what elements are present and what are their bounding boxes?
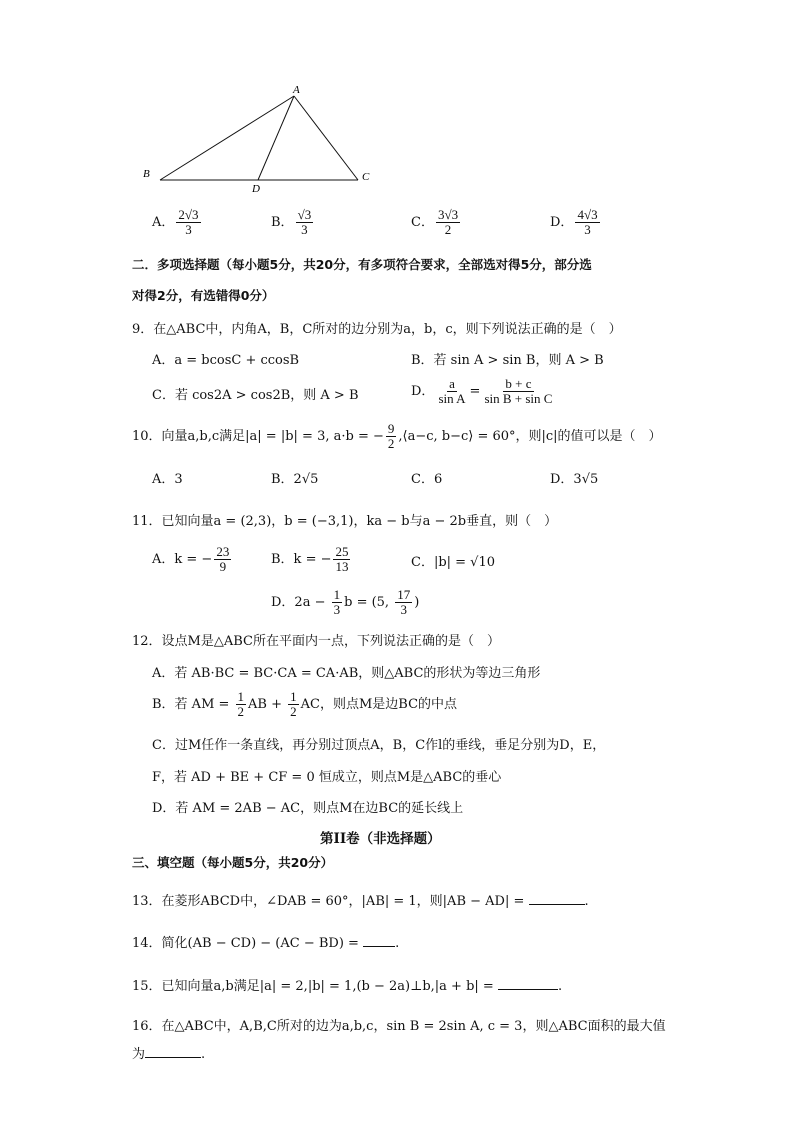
volume2-heading: 第II卷（非选择题） [320, 831, 441, 847]
q16-line1: 16．在△ABC中，A,B,C所对的边为a,b,c，sin B = 2sin A, c = 3，则△ABC面积的最大值 [132, 1019, 666, 1034]
label-a: A [293, 84, 300, 96]
q10-option-d: D．3√5 [550, 472, 599, 487]
q9-option-c: C．若 cos2A > cos2B，则 A > B [152, 388, 359, 403]
q12-option-c-line1: C．过M任作一条直线，再分别过顶点A，B，C作l的垂线，垂足分别为D，E， [152, 738, 606, 753]
q9-stem: 9．在△ABC中，内角A，B，C所对的边分别为a，b，c，则下列说法正确的是（ ） [132, 322, 622, 337]
answer-blank[interactable] [498, 989, 558, 990]
triangle-figure [140, 82, 380, 192]
label-b: B [143, 168, 150, 180]
q12-option-a: A．若 AB·BC = BC·CA = CA·AB，则△ABC的形状为等边三角形 [152, 666, 541, 681]
q8-option-d: D． $\frac{4√3}{3}$ [550, 207, 598, 237]
q12-option-d: D．若 AM = 2AB − AC，则点M在边BC的延长线上 [152, 801, 464, 816]
q8-option-a: A． $\frac{2√3}{3}$ [152, 207, 199, 237]
label-d: D [252, 183, 260, 192]
q10-option-a: A．3 [152, 472, 183, 487]
section2-heading-line1: 二．多项选择题（每小题5分，共20分，有多项符合要求，全部选对得5分，部分选 [132, 257, 592, 272]
section2-heading-line2: 对得2分，有选错得0分） [132, 288, 275, 303]
q9-option-a: A．a = bcosC + ccosB [152, 353, 300, 368]
answer-blank[interactable] [529, 904, 585, 905]
q9-option-d: D． $\frac{a}{\text{sin A}}$ = $\frac{b + c}{\text{sin B + sin C}}$ [411, 376, 553, 406]
q12-option-b: B．若 AM = $\frac{1}{2}$ AB + $\frac{1}{2}$ AC，则点M是边BC的中点 [152, 689, 458, 719]
q8-option-b: B． $\frac{√3}{3}$ [271, 207, 312, 237]
q13: 13．在菱形ABCD中，∠DAB = 60°，|AB| = 1，则|AB − AD| = . [132, 894, 589, 909]
section3-heading: 三、填空题（每小题5分，共20分） [132, 855, 334, 870]
q11-option-d: D．2a − $\frac{1}{3}$ b = (5, $\frac{17}{3}$ ) [271, 587, 420, 617]
q12-option-c-line2: F，若 AD + BE + CF = 0 恒成立，则点M是△ABC的垂心 [152, 770, 502, 785]
q15: 15．已知向量a,b满足|a| = 2,|b| = 1,(b − 2a)⊥b,|a + b| = . [132, 979, 563, 994]
q16-line2: 为 . [132, 1047, 206, 1062]
q11-stem: 11．已知向量a = (2,3)，b = (−3,1)，ka − b与a − 2b垂直，则（ ） [132, 514, 558, 529]
q10-option-c: C．6 [411, 472, 443, 487]
q11-option-b: B．k = − $\frac{25}{13}$ [271, 544, 349, 574]
q10-stem: 10．向量a,b,c满足|a| = |b| = 3, a·b = − $\frac{9}{2}$ ,⟨a−c, b−c⟩ = 60°，则|c|的值可以是（ ） [132, 421, 662, 451]
q11-option-c: C．|b| = √10 [411, 555, 496, 570]
answer-blank[interactable] [145, 1057, 201, 1058]
q9-option-b: B．若 sin A > sin B，则 A > B [411, 353, 604, 368]
answer-blank[interactable] [363, 946, 395, 947]
q8-option-c: C． $\frac{3√3}{2}$ [411, 207, 459, 237]
q14: 14．简化(AB − CD) − (AC − BD) = . [132, 936, 400, 951]
label-c: C [362, 171, 370, 183]
q12-stem: 12．设点M是△ABC所在平面内一点，下列说法正确的是（ ） [132, 634, 500, 649]
q11-option-a: A．k = − $\frac{23}{9}$ [152, 544, 230, 574]
q10-option-b: B．2√5 [271, 472, 319, 487]
